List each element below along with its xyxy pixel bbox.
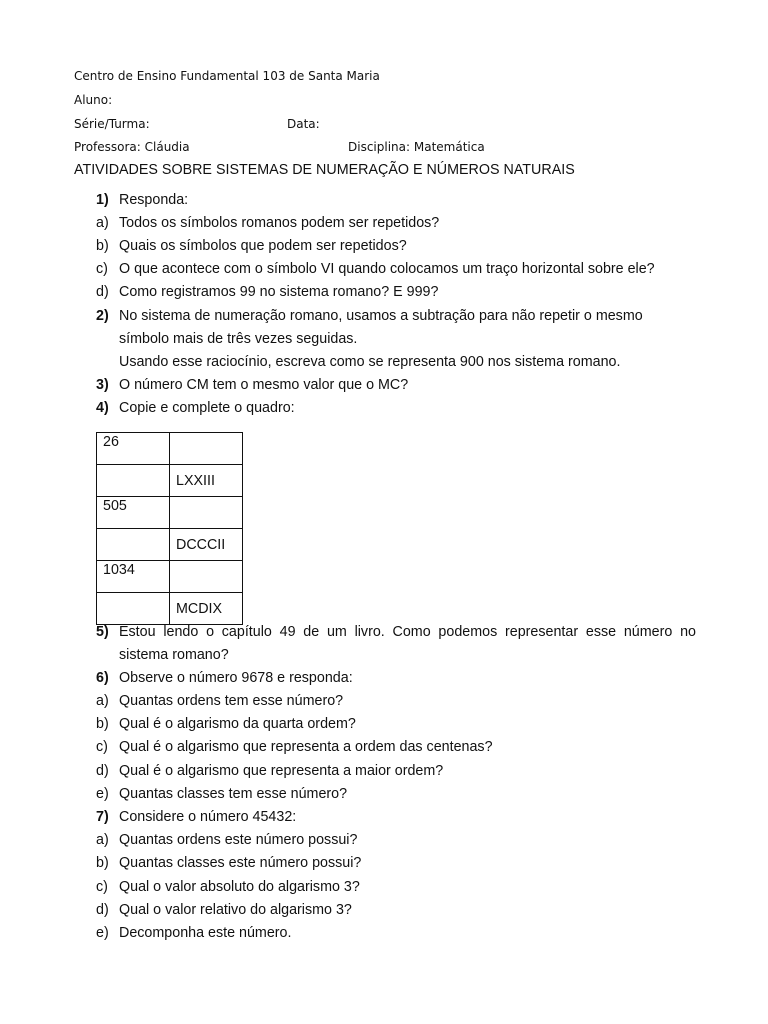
item-text: Quantas ordens tem esse número? xyxy=(119,693,344,709)
item-text: Qual é o algarismo que representa a maior ordem? xyxy=(119,763,444,779)
item-text: Qual o valor relativo do algarismo 3? xyxy=(119,902,352,918)
question-7-item-c xyxy=(96,876,696,899)
question-6-item-e xyxy=(96,783,696,806)
item-text: Todos os símbolos romanos podem ser repetidos? xyxy=(119,215,440,231)
table-row xyxy=(97,497,243,529)
item-text: Decomponha este número. xyxy=(119,925,292,941)
item-letter: c) xyxy=(96,879,108,895)
item-text: Quais os símbolos que podem ser repetidos? xyxy=(119,238,407,254)
question-6-item-c xyxy=(96,736,696,759)
table-row xyxy=(97,561,243,593)
item-text: O que acontece com o símbolo VI quando colocamos um traço horizontal sobre ele? xyxy=(119,261,655,277)
item-letter: a) xyxy=(96,693,109,709)
question-7-item-a xyxy=(96,829,696,852)
question-1-item-b xyxy=(96,235,696,258)
question-text: Considere o número 45432: xyxy=(119,809,297,825)
table-cell: LXXIII xyxy=(170,465,243,497)
table-cell: MCDIX xyxy=(170,593,243,625)
table-row xyxy=(97,465,243,497)
question-7-item-d xyxy=(96,899,696,922)
table-row xyxy=(97,529,243,561)
school-name: Centro de Ensino Fundamental 103 de Santa Maria xyxy=(74,69,380,83)
question-1 xyxy=(96,189,696,212)
teacher-label: Professora: Cláudia xyxy=(74,140,190,154)
item-letter: e) xyxy=(96,786,109,802)
question-text: Observe o número 9678 e responda: xyxy=(119,670,353,686)
item-text: Como registramos 99 no sistema romano? E 999? xyxy=(119,284,439,300)
item-letter: d) xyxy=(96,902,109,918)
table-cell xyxy=(170,561,243,593)
table-cell: 1034 xyxy=(97,561,170,593)
item-text: Quantas classes este número possui? xyxy=(119,855,362,871)
question-number: 4) xyxy=(96,400,109,416)
item-letter: d) xyxy=(96,763,109,779)
student-label: Aluno: xyxy=(74,93,113,107)
question-3 xyxy=(96,374,696,397)
question-text-continued: Usando esse raciocínio, escreva como se representa 900 nos sistema romano. xyxy=(119,354,621,370)
table-cell xyxy=(97,529,170,561)
question-1-item-c xyxy=(96,258,696,281)
table-cell xyxy=(97,593,170,625)
question-text: O número CM tem o mesmo valor que o MC? xyxy=(119,377,409,393)
question-6-item-d xyxy=(96,760,696,783)
item-letter: d) xyxy=(96,284,109,300)
roman-numeral-table xyxy=(96,432,243,625)
item-letter: b) xyxy=(96,716,109,732)
table-cell xyxy=(170,433,243,465)
table-row xyxy=(97,593,243,625)
page-title: ATIVIDADES SOBRE SISTEMAS DE NUMERAÇÃO E NÚMEROS NATURAIS xyxy=(74,162,575,178)
class-label: Série/Turma: xyxy=(74,117,150,131)
question-7-item-e xyxy=(96,922,696,945)
question-4 xyxy=(96,397,696,420)
question-number: 3) xyxy=(96,377,109,393)
item-letter: c) xyxy=(96,261,108,277)
question-6-item-a xyxy=(96,690,696,713)
question-1-item-a xyxy=(96,212,696,235)
question-text: Responda: xyxy=(119,192,189,208)
table-cell: DCCCII xyxy=(170,529,243,561)
subject-label: Disciplina: Matemática xyxy=(348,140,485,154)
question-6 xyxy=(96,667,696,690)
question-5 xyxy=(96,621,696,667)
question-number: 1) xyxy=(96,192,109,208)
question-number: 7) xyxy=(96,809,109,825)
question-1-item-d xyxy=(96,281,696,304)
question-number: 2) xyxy=(96,308,109,324)
item-text: Qual é o algarismo que representa a ordem das centenas? xyxy=(119,739,493,755)
item-letter: a) xyxy=(96,832,109,848)
table-cell xyxy=(170,497,243,529)
table-row xyxy=(97,433,243,465)
item-text: Quantas classes tem esse número? xyxy=(119,786,348,802)
item-text: Qual o valor absoluto do algarismo 3? xyxy=(119,879,360,895)
question-7 xyxy=(96,806,696,829)
table-cell xyxy=(97,465,170,497)
question-2 xyxy=(96,305,696,374)
table-cell: 505 xyxy=(97,497,170,529)
question-text: Estou lendo o capítulo 49 de um livro. Como podemos representar esse número no sistema romano? xyxy=(119,624,696,663)
table-cell: 26 xyxy=(97,433,170,465)
item-letter: b) xyxy=(96,855,109,871)
item-text: Qual é o algarismo da quarta ordem? xyxy=(119,716,356,732)
item-letter: a) xyxy=(96,215,109,231)
item-letter: e) xyxy=(96,925,109,941)
item-letter: c) xyxy=(96,739,108,755)
question-6-item-b xyxy=(96,713,696,736)
question-number: 5) xyxy=(96,624,109,640)
item-letter: b) xyxy=(96,238,109,254)
question-text: No sistema de numeração romano, usamos a subtração para não repetir o mesmo símbolo mais de três vezes seguidas. xyxy=(119,308,643,347)
question-number: 6) xyxy=(96,670,109,686)
question-text: Copie e complete o quadro: xyxy=(119,400,295,416)
date-label: Data: xyxy=(287,117,320,131)
item-text: Quantas ordens este número possui? xyxy=(119,832,358,848)
question-7-item-b xyxy=(96,852,696,875)
